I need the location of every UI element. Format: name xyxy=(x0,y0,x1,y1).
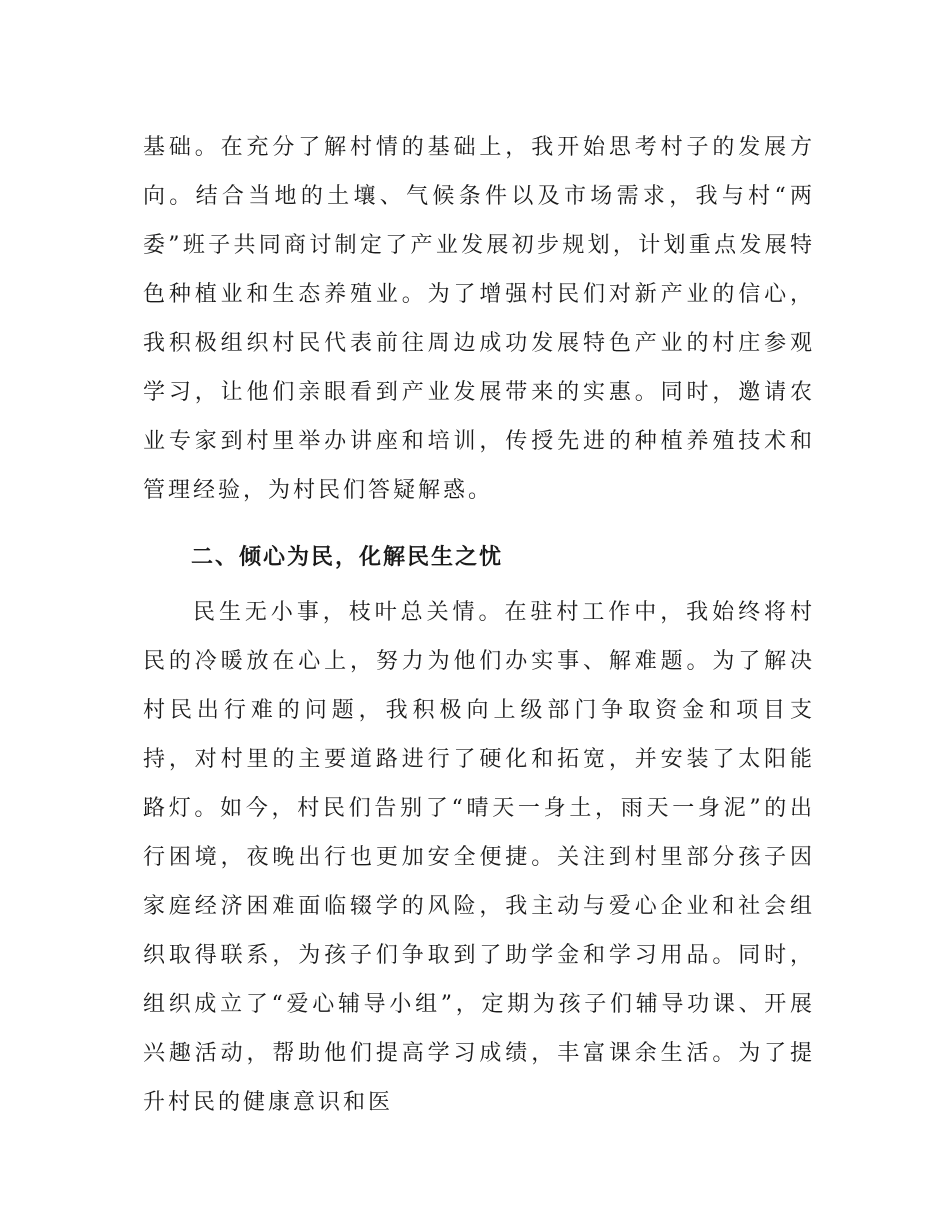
section-heading: 二、倾心为民，化解民生之忧 xyxy=(191,545,504,570)
document-body xyxy=(143,123,815,1127)
paragraph-gap xyxy=(143,515,815,525)
paragraph-livelihood: 民生无小事，枝叶总关情。在驻村工作中，我始终将村民的冷暖放在心上，努力为他们办实事、解难题。为了解决村民出行难的问题，我积极向上级部门争取资金和项目支持，对村里的主要道路进行了硬化和拓宽，并安装了太阳能路灯。如今，村民们告别了“晴天一身土，雨天一身泥”的出行困境，夜晚出行也更加安全便捷。关注到村里部分孩子因家庭经济困难面临辍学的风险，我主动与爱心企业和社会组织取得联系，为孩子们争取到了助学金和学习用品。同时，组织成立了“爱心辅导小组”，定期为孩子们辅导功课、开展兴趣活动，帮助他们提高学习成绩，丰富课余生活。为了提升村民的健康意识和医 xyxy=(143,600,815,1115)
paragraph-continued: 基础。在充分了解村情的基础上，我开始思考村子的发展方向。结合当地的土壤、气候条件以及市场需求，我与村“两委”班子共同商讨制定了产业发展初步规划，计划重点发展特色种植业和生态养殖业。为了增强村民们对新产业的信心，我积极组织村民代表前往周边成功发展特色产业的村庄参观学习，让他们亲眼看到产业发展带来的实惠。同时，邀请农业专家到村里举办讲座和培训，传授先进的种植养殖技术和管理经验，为村民们答疑解惑。 xyxy=(143,135,815,503)
